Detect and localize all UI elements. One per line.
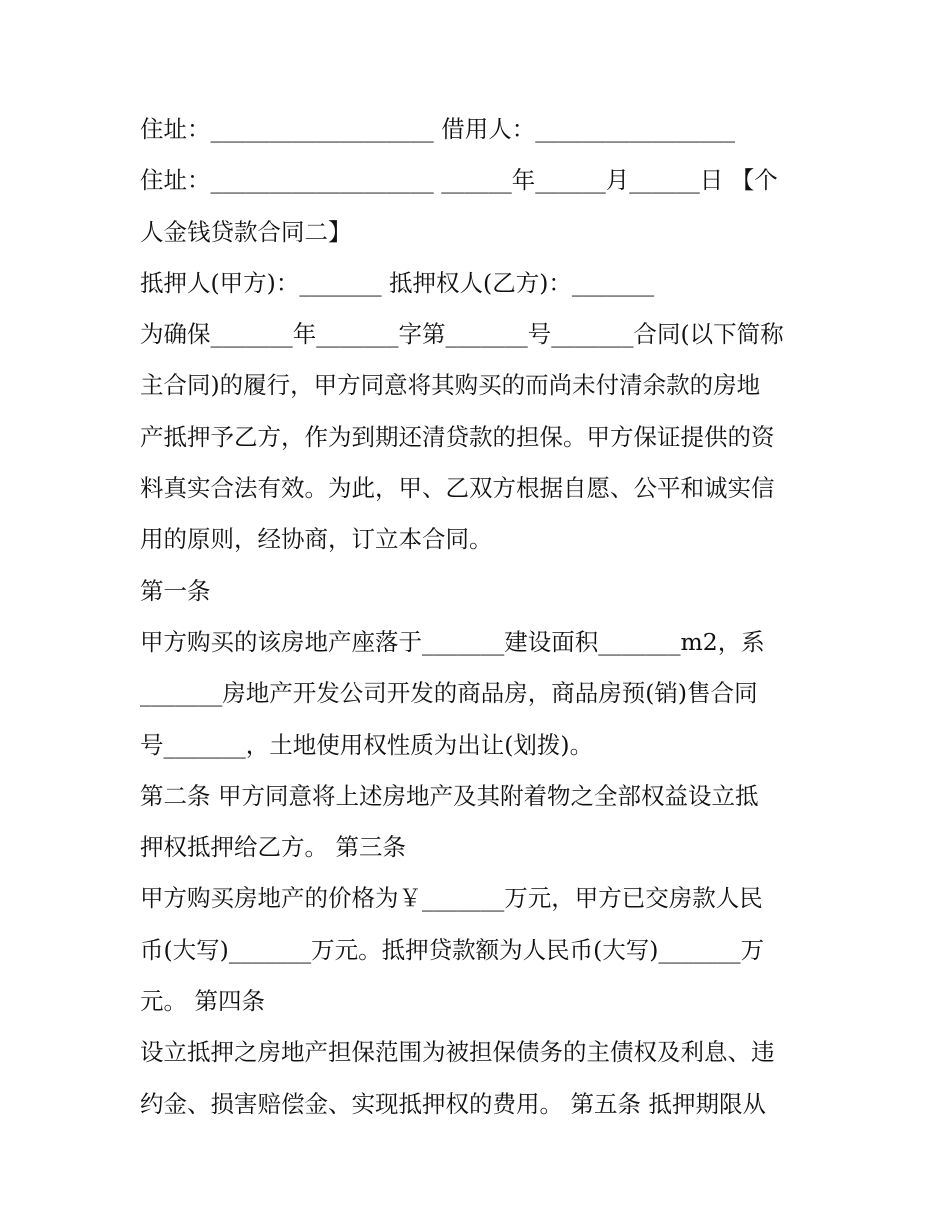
text-line: 料真实合法有效。为此，甲、乙双方根据自愿、公平和诚实信 [140,474,775,503]
text-line: 为确保_______年_______字第_______号_______合同(以下简称 [140,320,784,349]
text-line: 币(大写)_______万元。抵押贷款额为人民币(大写)_______万 [140,935,765,964]
text-line: 住址：___________________ ______年______月______日 【个 [140,166,778,195]
text-line: 号_______，土地使用权性质为出让(划拨)。 [140,730,594,759]
text-line: 甲方购买的该房地产座落于_______建设面积_______m2，系 [140,627,765,656]
text-line: 甲方购买房地产的价格为￥_______万元，甲方已交房款人民 [140,884,763,913]
text-line: 人金钱贷款合同二】 [140,217,352,246]
text-line: 押权抵押给乙方。 第三条 [140,833,406,862]
text-line: 用的原则，经协商，订立本合同。 [140,525,493,554]
text-line: 产抵押予乙方，作为到期还清贷款的担保。甲方保证提供的资 [140,422,775,451]
text-line: 元。 第四条 [140,987,265,1016]
text-line: _______房地产开发公司开发的商品房，商品房预(销)售合同 [140,679,758,708]
document-body [140,104,820,1130]
text-line: 设立抵押之房地产担保范围为被担保债务的主债权及利息、违 [140,1038,775,1067]
text-line: 住址：___________________ 借用人：_________________ [140,115,735,143]
text-line: 第二条 甲方同意将上述房地产及其附着物之全部权益设立抵 [140,781,759,810]
text-line: 约金、损害赔偿金、实现抵押权的费用。 第五条 抵押期限从 [140,1089,766,1118]
text-line: 主合同)的履行，甲方同意将其购买的而尚未付清余款的房地 [140,371,761,400]
text-line: 抵押人(甲方)：_______ 抵押权人(乙方)：_______ [140,268,655,297]
section-heading: 第一条 [140,576,211,605]
